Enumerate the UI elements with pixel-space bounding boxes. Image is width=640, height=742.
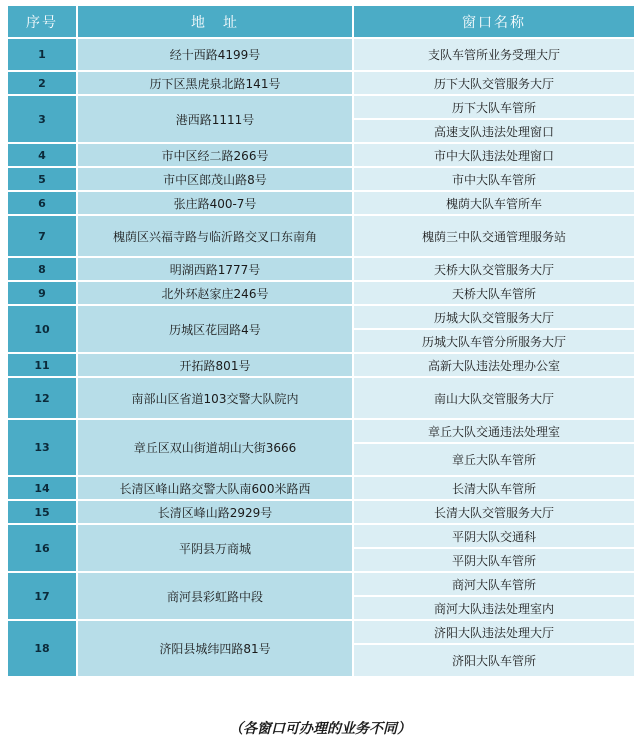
window-name-cell: 南山大队交管服务大厅 [353,377,635,419]
header-window-name: 窗口名称 [353,5,635,38]
table-row [7,353,635,377]
window-name-cell: 历下大队交管服务大厅 [353,71,635,95]
table-row [7,305,635,329]
address-cell: 槐荫区兴福寺路与临沂路交叉口东南角 [77,215,353,257]
window-directory [6,4,634,678]
row-number: 10 [7,305,77,353]
row-number: 11 [7,353,77,377]
address-cell: 开拓路801号 [77,353,353,377]
table-row [7,500,635,524]
row-number: 7 [7,215,77,257]
row-number: 8 [7,257,77,281]
window-name-cell: 商河大队车管所 [353,572,635,596]
window-name-cell: 长清大队交管服务大厅 [353,500,635,524]
row-number: 1 [7,38,77,71]
address-cell: 历城区花园路4号 [77,305,353,353]
table-row [7,215,635,257]
row-number: 9 [7,281,77,305]
address-cell: 市中区郎茂山路8号 [77,167,353,191]
address-cell: 北外环赵家庄246号 [77,281,353,305]
table-row [7,620,635,644]
table-row [7,572,635,596]
header-address: 地 址 [77,5,353,38]
window-name-cell: 市中大队车管所 [353,167,635,191]
table-body [7,38,635,677]
table-row [7,476,635,500]
address-cell: 长清区峰山路2929号 [77,500,353,524]
address-cell: 长清区峰山路交警大队南600米路西 [77,476,353,500]
header-number: 序号 [7,5,77,38]
row-number: 13 [7,419,77,476]
window-name-cell: 章丘大队车管所 [353,443,635,476]
table-row [7,95,635,119]
address-cell: 历下区黑虎泉北路141号 [77,71,353,95]
address-cell: 平阴县万商城 [77,524,353,572]
address-cell: 章丘区双山街道胡山大街3666 [77,419,353,476]
table-row [7,281,635,305]
window-name-cell: 高新大队违法处理办公室 [353,353,635,377]
table-row [7,377,635,419]
address-cell: 商河县彩虹路中段 [77,572,353,620]
row-number: 14 [7,476,77,500]
window-name-cell: 槐荫大队车管所车 [353,191,635,215]
window-name-cell: 平阴大队交通科 [353,524,635,548]
window-name-cell: 高速支队违法处理窗口 [353,119,635,143]
window-name-cell: 长清大队车管所 [353,476,635,500]
window-name-cell: 槐荫三中队交通管理服务站 [353,215,635,257]
row-number: 15 [7,500,77,524]
row-number: 12 [7,377,77,419]
header-row [7,5,635,38]
table-row [7,71,635,95]
table-row [7,419,635,443]
address-cell: 经十西路4199号 [77,38,353,71]
window-table [6,4,636,678]
window-name-cell: 市中大队违法处理窗口 [353,143,635,167]
window-name-cell: 章丘大队交通违法处理室 [353,419,635,443]
address-cell: 张庄路400-7号 [77,191,353,215]
table-row [7,38,635,71]
address-cell: 南部山区省道103交警大队院内 [77,377,353,419]
row-number: 17 [7,572,77,620]
table-row [7,524,635,548]
address-cell: 市中区经二路266号 [77,143,353,167]
address-cell: 明湖西路1777号 [77,257,353,281]
address-cell: 港西路1111号 [77,95,353,143]
row-number: 6 [7,191,77,215]
row-number: 2 [7,71,77,95]
row-number: 16 [7,524,77,572]
window-name-cell: 商河大队违法处理室内 [353,596,635,620]
window-name-cell: 历城大队交管服务大厅 [353,305,635,329]
window-name-cell: 平阴大队车管所 [353,548,635,572]
table-row [7,191,635,215]
window-name-cell: 天桥大队车管所 [353,281,635,305]
window-name-cell: 天桥大队交管服务大厅 [353,257,635,281]
row-number: 5 [7,167,77,191]
window-name-cell: 济阳大队车管所 [353,644,635,677]
window-name-cell: 支队车管所业务受理大厅 [353,38,635,71]
row-number: 3 [7,95,77,143]
table-row [7,257,635,281]
table-row [7,167,635,191]
address-cell: 济阳县城纬四路81号 [77,620,353,677]
table-row [7,143,635,167]
window-name-cell: 济阳大队违法处理大厅 [353,620,635,644]
window-name-cell: 历下大队车管所 [353,95,635,119]
window-name-cell: 历城大队车管分所服务大厅 [353,329,635,353]
row-number: 4 [7,143,77,167]
footnote: （各窗口可办理的业务不同） [229,721,411,737]
row-number: 18 [7,620,77,677]
